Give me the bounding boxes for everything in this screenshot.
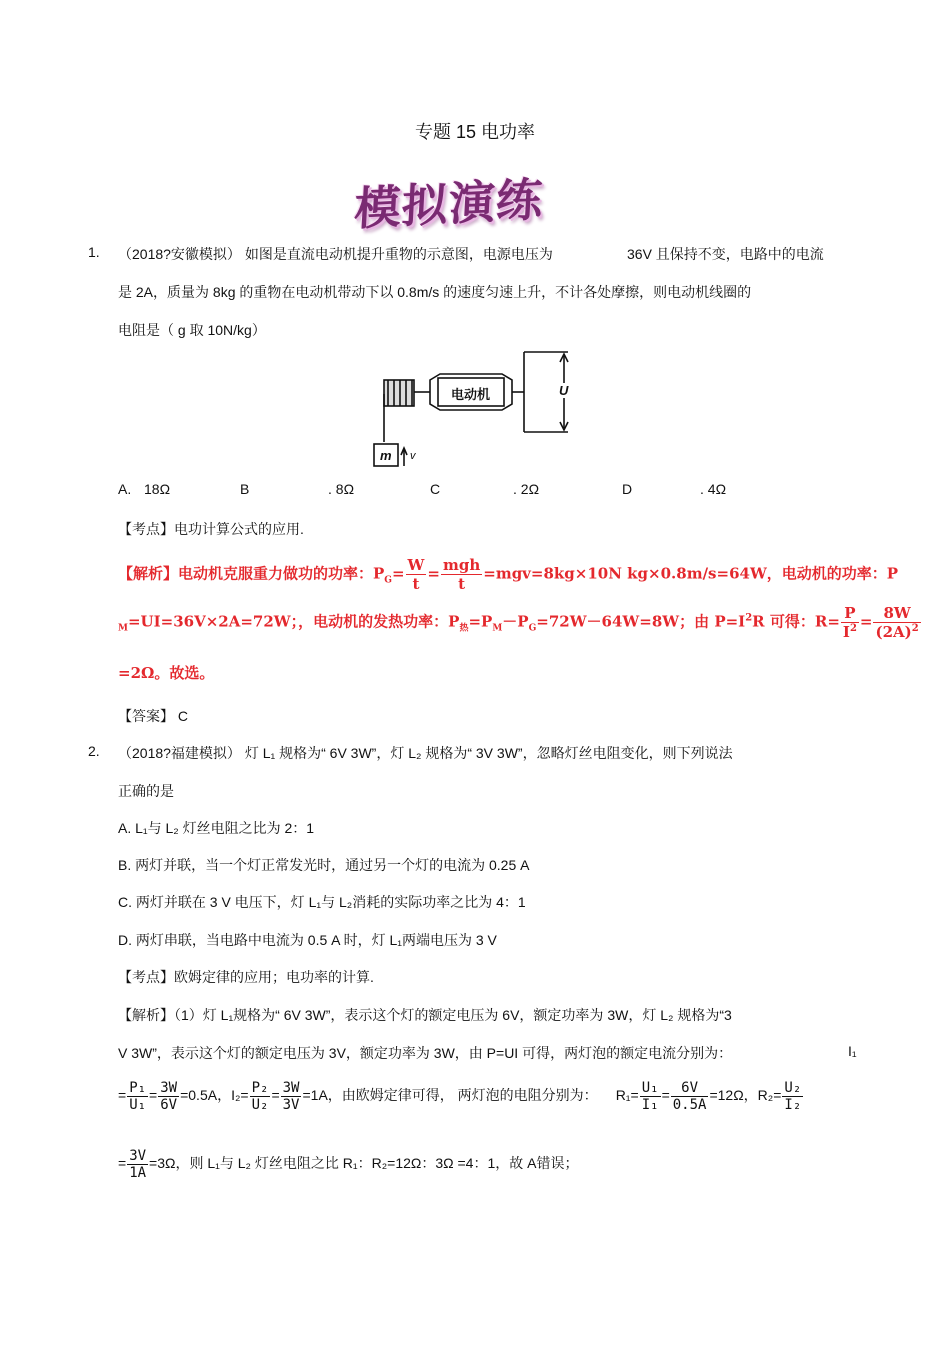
q1-option-a-letter: A. xyxy=(118,481,132,497)
q2-option-c: C. 两灯并联在 3 V 电压下，灯 L₁与 L₂消耗的实际功率之比为 4：1 xyxy=(118,894,526,910)
q1-option-a-text: 18Ω xyxy=(144,481,171,497)
mass-label: m xyxy=(380,448,392,463)
q1-option-b-letter: B xyxy=(240,481,250,497)
q1-line1b: 36V 且保持不变，电路中的电流 xyxy=(627,246,824,262)
q2-kaodian: 【考点】欧姆定律的应用；电功率的计算. xyxy=(118,969,374,985)
motor-lift-diagram xyxy=(372,346,582,472)
motor-label: 电动机 xyxy=(451,387,491,402)
q2-number: 2. xyxy=(88,743,100,759)
q1-option-d-text: . 4Ω xyxy=(700,481,727,497)
q1-option-b-text: . 8Ω xyxy=(328,481,355,497)
q2-option-d: D. 两灯串联，当电路中电流为 0.5 A 时，灯 L₁两端电压为 3 V xyxy=(118,932,497,948)
q2-analysis-line3: = $\frac{\text{P₁}}{\text{U₁}}$ = $\frac{3W}{6V}$ =0.5A，I₂= $\frac{\text{P₂}}{\text{U₂}}$ = $\frac{3W}{3V}$ =1A，由欧姆定律可得， 两灯泡的电阻分别为： R₁= $\frac{\text{U₁}}{\text{I₁}}$ = $\frac{6V}{0.5A}$ =12Ω，R₂= $\frac{\text{U₂}}{\text{I₂}}$ xyxy=(118,1080,802,1113)
q2-line1: （2018?福建模拟） 灯 L₁ 规格为“ 6V 3W”，灯 L₂ 规格为“ 3V 3W”，忽略灯丝电阻变化，则下列说法 xyxy=(118,745,733,761)
q1-option-d-letter: D xyxy=(622,481,633,497)
q1-option-c-letter: C xyxy=(430,481,441,497)
q2-analysis-line2-i1: I₁ xyxy=(848,1043,857,1059)
q1-analysis-line3: =2Ω。故选。 xyxy=(118,664,215,682)
q2-analysis-line1: 【解析】（1）灯 L₁规格为“ 6V 3W”，表示这个灯的额定电压为 6V，额定功率为 3W，灯 L₂ 规格为“3 xyxy=(118,1007,732,1023)
page-title: 专题 15 电功率 xyxy=(414,122,536,142)
q2-analysis-line2: V 3W”，表示这个灯的额定电压为 3V，额定功率为 3W，由 P=UI 可得，两灯泡的额定电流分别为： xyxy=(118,1045,733,1061)
q1-number: 1. xyxy=(88,244,100,260)
banner-heading: 模拟演练 xyxy=(353,172,545,236)
voltage-label: U xyxy=(559,383,569,398)
velocity-label: v xyxy=(410,450,416,462)
q2-option-b: B. 两灯并联，当一个灯正常发光时，通过另一个灯的电流为 0.25 A xyxy=(118,857,530,873)
q1-kaodian: 【考点】电功计算公式的应用. xyxy=(118,521,304,537)
q1-line1a: （2018?安徽模拟） 如图是直流电动机提升重物的示意图，电源电压为 xyxy=(118,246,553,262)
q1-line3: 电阻是（ g 取 10N/kg） xyxy=(118,322,266,338)
q1-analysis-line1: 【解析】电动机克服重力做功的功率：$P_G=$ $\frac{W}{t}$ = $\frac{\text{mgh}}{t}$ =mgv=8kg×10N kg×0.8m/s=64W，电动机的功率：P xyxy=(118,556,899,593)
q2-line2: 正确的是 xyxy=(118,783,174,799)
q2-option-a: A. L₁与 L₂ 灯丝电阻之比为 2：1 xyxy=(118,820,315,836)
q1-analysis-line2: $_M$=UI=36V×2A=72W；，电动机的发热功率：$P_热=P_M-P_G=72W-64W=8W$；由 $P=I^2R$ 可得：R= $\frac{P}{I^2}$ = $\frac{8W}{(2A)^2}$ xyxy=(118,604,919,641)
q1-option-c-text: . 2Ω xyxy=(513,481,540,497)
q1-answer: 【答案】 C xyxy=(118,708,188,724)
q2-analysis-line4: = $\frac{3V}{1A}$ =3Ω，则 L₁与 L₂ 灯丝电阻之比 R₁：R₂=12Ω：3Ω =4：1，故 A错误； xyxy=(118,1148,579,1181)
q1-line2: 是 2A，质量为 8kg 的重物在电动机带动下以 0.8m/s 的速度匀速上升，不计各处摩擦，则电动机线圈的 xyxy=(118,284,752,300)
